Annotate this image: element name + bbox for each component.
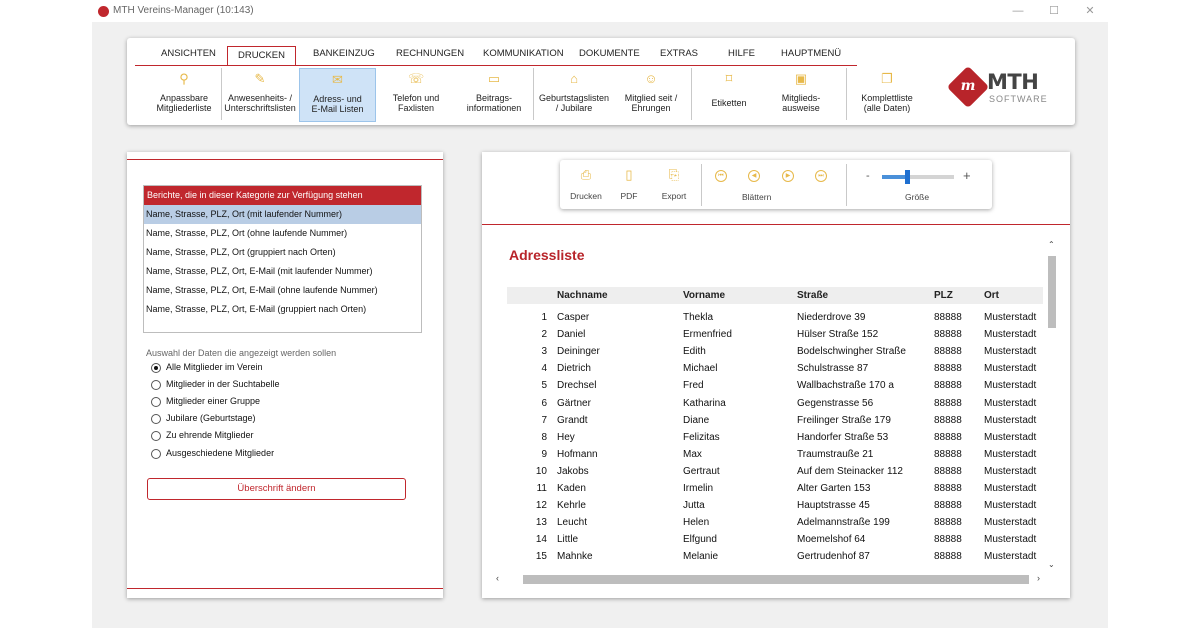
export-icon: ⎘ <box>668 167 680 182</box>
row-number: 7 <box>541 414 547 426</box>
radio-jubilare[interactable]: Jubilare (Geburtstage) <box>151 413 256 427</box>
vertical-scroll-thumb[interactable] <box>1048 256 1056 328</box>
table-cell: 88888 <box>934 329 962 341</box>
table-cell: Musterstadt <box>984 465 1037 477</box>
row-number: 6 <box>541 397 547 409</box>
phone-book-icon: ☏ <box>408 71 425 86</box>
print-button[interactable]: ⎙ Drucken <box>568 166 604 201</box>
mth-software-logo: m MTH SOFTWARE <box>953 70 1063 106</box>
table-cell: Adelmannstraße 199 <box>797 517 890 529</box>
viewer-toolbar <box>560 160 992 209</box>
radio-zu-ehrende[interactable]: Zu ehrende Mitglieder <box>151 430 254 444</box>
table-cell: Musterstadt <box>984 414 1037 426</box>
column-header: Vorname <box>683 290 726 301</box>
table-cell: 88888 <box>934 500 962 512</box>
table-row <box>507 464 1047 481</box>
table-cell: Irmelin <box>683 483 714 494</box>
row-number: 9 <box>541 448 547 460</box>
table-cell: Hülser Straße 152 <box>797 329 879 341</box>
radio-checked-icon <box>151 363 161 373</box>
tab-rechnungen[interactable]: RECHNUNGEN <box>396 48 465 59</box>
table-cell: Casper <box>557 312 590 323</box>
table-cell: Gertraut <box>683 465 720 477</box>
scroll-down-icon[interactable]: ⌄ <box>1048 560 1055 569</box>
scroll-up-icon[interactable]: ⌃ <box>1048 240 1055 249</box>
table-cell: Hauptstrasse 45 <box>797 500 870 512</box>
zoom-out-button[interactable]: - <box>866 170 870 182</box>
table-cell: 88888 <box>934 517 962 529</box>
gift-icon: ⌂ <box>570 71 578 86</box>
table-cell: 88888 <box>934 448 962 460</box>
table-cell: Traumstrauße 21 <box>797 448 874 460</box>
radio-unchecked-icon <box>151 414 161 424</box>
table-cell: Musterstadt <box>984 312 1037 323</box>
column-header: Nachname <box>557 290 608 301</box>
table-cell: Musterstadt <box>984 551 1037 563</box>
table-cell: 88888 <box>934 312 962 323</box>
row-number: 14 <box>535 534 547 546</box>
table-cell: 88888 <box>934 414 962 426</box>
table-cell: Musterstadt <box>984 346 1037 358</box>
report-list <box>143 185 422 333</box>
table-cell: Freilinger Straße 179 <box>797 414 891 426</box>
table-cell: Niederdrove 39 <box>797 312 866 323</box>
zoom-in-button[interactable]: + <box>963 168 971 183</box>
row-number: 15 <box>535 551 547 563</box>
table-cell: Jakobs <box>557 465 589 477</box>
table-cell: Gegenstrasse 56 <box>797 397 874 409</box>
tab-extras[interactable]: EXTRAS <box>660 48 699 59</box>
ribbon-separator <box>691 68 692 120</box>
table-cell: Hey <box>557 431 575 443</box>
table-cell: 88888 <box>934 363 962 375</box>
radio-unchecked-icon <box>151 431 161 441</box>
table-cell: Kehrle <box>557 500 586 512</box>
maximize-button[interactable]: ☐ <box>1049 5 1059 17</box>
table-row <box>507 430 1047 447</box>
table-cell: Alter Garten 153 <box>797 483 871 494</box>
radio-gruppe[interactable]: Mitglieder einer Gruppe <box>151 396 260 410</box>
table-cell: Musterstadt <box>984 448 1037 460</box>
report-preview <box>493 238 1059 590</box>
data-selection-label: Auswahl der Daten die angezeigt werden sollen <box>146 348 337 358</box>
table-cell: Handorfer Straße 53 <box>797 431 889 443</box>
table-row <box>507 327 1047 344</box>
table-cell: Musterstadt <box>984 431 1037 443</box>
ribbon-button-anpassbare-mitgliederliste[interactable]: ⚲ Anpassbare Mitgliederliste <box>156 71 212 113</box>
window-title: MTH Vereins-Manager (10:143) <box>113 5 254 16</box>
row-number: 10 <box>535 465 547 477</box>
table-cell: Musterstadt <box>984 500 1037 512</box>
table-cell: Fred <box>683 380 704 392</box>
table-cell: 88888 <box>934 465 962 477</box>
table-cell: Musterstadt <box>984 363 1037 375</box>
table-cell: 88888 <box>934 534 962 546</box>
table-row <box>507 413 1047 430</box>
report-list-header: Berichte, die in dieser Kategorie zur Verfügung stehen <box>144 186 421 205</box>
ribbon <box>127 38 1075 125</box>
report-viewer-panel <box>482 152 1070 598</box>
previous-page-icon[interactable]: ◀ <box>748 170 760 182</box>
table-row <box>507 344 1047 361</box>
table-cell: 88888 <box>934 346 962 358</box>
tab-drucken[interactable]: DRUCKEN <box>227 46 296 66</box>
table-cell: Hofmann <box>557 448 598 460</box>
row-number: 3 <box>541 346 547 358</box>
panel-bottom-line <box>127 588 443 589</box>
ribbon-button-mitglied-seit-ehrungen[interactable]: ☺ Mitglied seit / Ehrungen <box>624 71 678 113</box>
table-cell: Auf dem Steinacker 112 <box>797 465 903 477</box>
table-row <box>507 481 1047 498</box>
last-page-icon[interactable]: ⏭ <box>815 170 827 182</box>
pdf-button[interactable]: ▯ PDF <box>614 166 644 201</box>
report-item[interactable]: Name, Strasse, PLZ, Ort, E-Mail (mit laufender Nummer) <box>146 266 373 276</box>
radio-unchecked-icon <box>151 380 161 390</box>
report-item[interactable]: Name, Strasse, PLZ, Ort, E-Mail (gruppiert nach Orten) <box>146 304 367 314</box>
table-cell: Dietrich <box>557 363 591 375</box>
tab-dokumente[interactable]: DOKUMENTE <box>579 48 640 59</box>
table-cell: Leucht <box>557 517 588 529</box>
table-row <box>507 378 1047 395</box>
table-row <box>507 498 1047 515</box>
report-item[interactable]: Name, Strasse, PLZ, Ort, E-Mail (ohne laufende Nummer) <box>146 285 378 295</box>
table-cell: Bodelschwingher Straße <box>797 346 906 358</box>
table-cell: Musterstadt <box>984 397 1037 409</box>
table-cell: 88888 <box>934 397 962 409</box>
ribbon-button-komplettliste[interactable]: ❐ Komplettliste (alle Daten) <box>861 71 913 113</box>
table-cell: Katharina <box>683 397 726 409</box>
zoom-slider[interactable] <box>882 175 954 179</box>
money-icon: ▭ <box>487 71 501 86</box>
ribbon-button-beitragsinformationen[interactable]: ▭ Beitrags- informationen <box>466 71 522 113</box>
column-header: PLZ <box>934 290 953 301</box>
panel-top-line <box>127 159 443 160</box>
pdf-icon: ▯ <box>625 167 633 182</box>
award-icon: ☺ <box>644 71 658 86</box>
table-cell: 88888 <box>934 483 962 494</box>
ribbon-separator <box>533 68 534 120</box>
table-row <box>507 532 1047 549</box>
ribbon-separator <box>846 68 847 120</box>
vertical-scrollbar[interactable] <box>1044 238 1060 572</box>
table-cell: Deininger <box>557 346 600 358</box>
table-cell: Kaden <box>557 483 586 494</box>
table-cell: Mahnke <box>557 551 593 563</box>
printer-icon: ⎙ <box>580 167 592 182</box>
ribbon-button-mitgliedsausweise[interactable]: ▣ Mitglieds- ausweise <box>781 71 821 113</box>
browse-label: Blättern <box>742 192 772 202</box>
horizontal-scrollbar[interactable] <box>493 572 1044 586</box>
table-cell: Little <box>557 534 579 546</box>
report-item[interactable]: Name, Strasse, PLZ, Ort (mit laufender Nummer) <box>144 205 421 224</box>
table-cell: Ermenfried <box>683 329 732 341</box>
title-bar <box>0 0 1200 22</box>
table-cell: 88888 <box>934 380 962 392</box>
table-row <box>507 361 1047 378</box>
table-cell: Elfgund <box>683 534 717 546</box>
change-heading-button[interactable]: Überschrift ändern <box>147 478 406 500</box>
table-cell: Diane <box>683 414 710 426</box>
table-cell: Musterstadt <box>984 534 1037 546</box>
zoom-slider-fill <box>882 175 907 179</box>
row-number: 11 <box>536 483 547 494</box>
tab-bankeinzug[interactable]: BANKEINZUG <box>313 48 375 59</box>
table-cell: Felizitas <box>683 431 720 443</box>
wrench-icon: ⚲ <box>179 71 189 86</box>
table-row <box>507 447 1047 464</box>
tab-kommunikation[interactable]: KOMMUNIKATION <box>483 48 564 59</box>
table-cell: Musterstadt <box>984 483 1037 494</box>
ribbon-separator <box>221 68 222 120</box>
minimize-button[interactable]: — <box>1012 5 1024 17</box>
table-cell: Thekla <box>683 312 714 323</box>
size-label: Größe <box>905 192 930 202</box>
tab-hilfe[interactable]: HILFE <box>728 48 755 59</box>
table-cell: Musterstadt <box>984 329 1037 341</box>
scroll-left-icon[interactable]: ‹ <box>496 573 499 583</box>
report-item[interactable]: Name, Strasse, PLZ, Ort (ohne laufende Nummer) <box>146 228 348 238</box>
report-item[interactable]: Name, Strasse, PLZ, Ort (gruppiert nach Orten) <box>146 247 336 257</box>
zoom-slider-thumb[interactable] <box>905 170 910 184</box>
tab-hauptmenue[interactable]: HAUPTMENÜ <box>781 48 842 59</box>
table-cell: 88888 <box>934 431 962 443</box>
toolbar-separator <box>701 164 702 206</box>
row-number: 2 <box>541 329 547 341</box>
row-number: 5 <box>541 380 547 392</box>
app-logo-icon <box>98 6 109 17</box>
ribbon-divider <box>135 65 857 66</box>
table-cell: Jutta <box>683 500 705 512</box>
pencil-icon: ✎ <box>254 71 266 86</box>
table-row <box>507 310 1047 327</box>
radio-unchecked-icon <box>151 449 161 459</box>
radio-alle-mitglieder[interactable]: Alle Mitglieder im Verein <box>151 362 263 376</box>
ribbon-button-telefon-faxlisten[interactable]: ☏ Telefon und Faxlisten <box>392 71 440 113</box>
table-cell: Musterstadt <box>984 517 1037 529</box>
report-title: Adressliste <box>509 247 585 263</box>
table-row <box>507 515 1047 532</box>
table-cell: Daniel <box>557 329 586 341</box>
table-header <box>507 287 1043 304</box>
table-cell: Max <box>683 448 702 460</box>
table-cell: Drechsel <box>557 380 597 392</box>
radio-ausgeschiedene[interactable]: Ausgeschiedene Mitglieder <box>151 448 274 462</box>
column-header: Ort <box>984 290 999 301</box>
first-page-icon[interactable]: ⏮ <box>715 170 727 182</box>
table-cell: 88888 <box>934 551 962 563</box>
table-cell: Edith <box>683 346 706 358</box>
horizontal-scroll-thumb[interactable] <box>523 575 1029 584</box>
table-cell: Musterstadt <box>984 380 1037 392</box>
row-number: 12 <box>535 500 547 512</box>
row-number: 8 <box>541 431 547 443</box>
table-row <box>507 396 1047 413</box>
scroll-right-icon[interactable]: › <box>1037 573 1040 583</box>
report-selection-panel <box>127 152 443 598</box>
export-button[interactable]: ⎘ Export <box>656 166 692 201</box>
table-row <box>507 549 1047 566</box>
ribbon-button-geburtstagslisten[interactable]: ⌂ Geburtstagslisten / Jubilare <box>538 71 610 113</box>
table-cell: Schulstrasse 87 <box>797 363 869 375</box>
ribbon-button-etiketten[interactable]: ⌑ Etiketten <box>711 71 747 108</box>
document-list-icon: ❐ <box>881 71 893 86</box>
row-number: 1 <box>541 312 547 323</box>
column-header: Straße <box>797 290 829 301</box>
table-cell: Melanie <box>683 551 719 563</box>
viewer-divider <box>482 224 1070 225</box>
id-card-icon: ▣ <box>794 71 808 86</box>
ribbon-button-adress-email-listen[interactable]: ✉ Adress- und E-Mail Listen <box>299 68 376 122</box>
table-cell: Moemelshof 64 <box>797 534 866 546</box>
label-icon: ⌑ <box>725 71 733 86</box>
table-cell: Gärtner <box>557 397 591 409</box>
toolbar-separator <box>846 164 847 206</box>
tab-ansichten[interactable]: ANSICHTEN <box>161 48 216 59</box>
next-page-icon[interactable]: ▶ <box>782 170 794 182</box>
radio-suchtabelle[interactable]: Mitglieder in der Suchtabelle <box>151 379 280 393</box>
envelope-icon: ✉ <box>332 72 343 87</box>
table-cell: Michael <box>683 363 718 375</box>
row-number: 13 <box>535 517 547 529</box>
table-cell: Wallbachstraße 170 a <box>797 380 894 392</box>
row-number: 4 <box>541 363 547 375</box>
table-cell: Grandt <box>557 414 588 426</box>
close-button[interactable]: ✕ <box>1085 5 1095 17</box>
table-cell: Gertrudenhof 87 <box>797 551 870 563</box>
table-cell: Helen <box>683 517 710 529</box>
ribbon-button-anwesenheitslisten[interactable]: ✎ Anwesenheits- / Unterschriftslisten <box>224 71 296 113</box>
radio-unchecked-icon <box>151 397 161 407</box>
